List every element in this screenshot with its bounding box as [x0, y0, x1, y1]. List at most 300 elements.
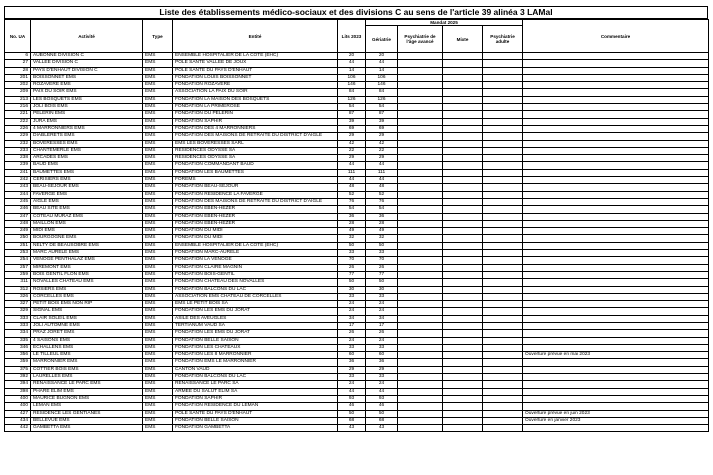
cell-lits-2023: 24 [338, 301, 366, 308]
cell-activite: BEAU-SEJOUR EMS [31, 184, 143, 191]
cell-psy-age-avance [398, 111, 443, 118]
cell-activite: LAURELLES EMS [31, 374, 143, 381]
cell-activite: NOVALLES CHATEAU EMS [31, 279, 143, 286]
cell-commentaire [523, 344, 709, 351]
table-row [5, 352, 709, 359]
cell-no-ua: 244 [5, 191, 31, 198]
cell-entite: EMS LES BOVERESSES SARL [173, 140, 338, 147]
col-header-geriatrie: Gériatrie [366, 26, 398, 53]
cell-type: EMS [143, 177, 173, 184]
cell-psy-adulte [483, 366, 523, 373]
cell-psy-adulte [483, 279, 523, 286]
cell-commentaire [523, 184, 709, 191]
cell-lits-2023: 28 [338, 220, 366, 227]
cell-lits-2023: 44 [338, 388, 366, 395]
cell-no-ua: 259 [5, 271, 31, 278]
cell-psy-adulte [483, 417, 523, 424]
cell-lits-2023: 111 [338, 169, 366, 176]
col-header-no-ua: No. UA [5, 20, 31, 53]
cell-psy-age-avance [398, 82, 443, 89]
cell-activite: JOLI AUTOMNE EMS [31, 322, 143, 329]
cell-mixte [443, 198, 483, 205]
cell-entite: FONDATION LES CHATEAUX [173, 344, 338, 351]
cell-lits-2023: 87 [338, 111, 366, 118]
cell-entite: FONDATION GAMBETTA [173, 425, 338, 432]
cell-psy-age-avance [398, 89, 443, 96]
cell-psy-age-avance [398, 162, 443, 169]
cell-psy-age-avance [398, 293, 443, 300]
cell-entite: FONDATION BEAU-SEJOUR [173, 184, 338, 191]
cell-entite: ASILE DES AVEUGLES [173, 315, 338, 322]
cell-type: EMS [143, 82, 173, 89]
cell-lits-2023: 29 [338, 133, 366, 140]
cell-entite: FONDATION BALCONS DU LAC [173, 286, 338, 293]
cell-activite: MIDI EMS [31, 228, 143, 235]
cell-entite: FONDATION DU PELERIN [173, 111, 338, 118]
cell-entite: EMS LE PETIT BOIS SA [173, 301, 338, 308]
table-row [5, 308, 709, 315]
cell-entite: FONDATION LA VENOGE [173, 257, 338, 264]
col-header-lits-2023: Lits 2023 [338, 20, 366, 53]
cell-commentaire [523, 301, 709, 308]
cell-psy-adulte [483, 133, 523, 140]
cell-psy-adulte [483, 228, 523, 235]
col-header-commentaire: Commentaire [523, 20, 709, 53]
cell-no-ua: 241 [5, 169, 31, 176]
cell-psy-age-avance [398, 286, 443, 293]
cell-no-ua: 434 [5, 417, 31, 424]
cell-entite: RENAISSANCE LE PARC SA [173, 381, 338, 388]
cell-psy-age-avance [398, 315, 443, 322]
cell-psy-adulte [483, 111, 523, 118]
cell-lits-2023: 46 [338, 403, 366, 410]
cell-psy-adulte [483, 425, 523, 432]
cell-lits-2023: 52 [338, 191, 366, 198]
cell-entite: FONDATION ROZAVERE [173, 82, 338, 89]
cell-entite: FONDATION LOUIS BOISSONNET [173, 74, 338, 81]
cell-lits-2023: 14 [338, 67, 366, 74]
cell-type: EMS [143, 133, 173, 140]
cell-mixte [443, 330, 483, 337]
cell-psy-adulte [483, 89, 523, 96]
cell-psy-age-avance [398, 381, 443, 388]
cell-geriatrie: 126 [366, 96, 398, 103]
table-row [5, 198, 709, 205]
cell-psy-adulte [483, 264, 523, 271]
cell-psy-adulte [483, 96, 523, 103]
cell-type: EMS [143, 352, 173, 359]
cell-entite: FONDATION RESIDENCE LA FAVERGE [173, 191, 338, 198]
cell-mixte [443, 293, 483, 300]
cell-mixte [443, 147, 483, 154]
cell-commentaire [523, 74, 709, 81]
cell-no-ua: 221 [5, 111, 31, 118]
cell-psy-age-avance [398, 425, 443, 432]
table-row [5, 286, 709, 293]
col-header-type: Type [143, 20, 173, 53]
cell-psy-age-avance [398, 403, 443, 410]
cell-psy-age-avance [398, 60, 443, 67]
table-row [5, 155, 709, 162]
cell-no-ua: 333 [5, 322, 31, 329]
cell-psy-adulte [483, 60, 523, 67]
cell-mixte [443, 213, 483, 220]
cell-activite: MARC AURELE EMS [31, 250, 143, 257]
cell-mixte [443, 388, 483, 395]
cell-psy-age-avance [398, 147, 443, 154]
cell-type: EMS [143, 220, 173, 227]
cell-entite: FONDATION BELLE SAISON [173, 417, 338, 424]
cell-activite: 4 MARRONNIERS EMS [31, 125, 143, 132]
cell-geriatrie: 39 [366, 118, 398, 125]
cell-no-ua: 356 [5, 352, 31, 359]
cell-activite: VALLEE DIVISION C [31, 60, 143, 67]
cell-activite: BAUMETTES EMS [31, 169, 143, 176]
cell-no-ua: 375 [5, 366, 31, 373]
cell-activite: 4 SAISONS EMS [31, 337, 143, 344]
cell-type: EMS [143, 322, 173, 329]
cell-entite: FONDATION LA PRIMEROSE [173, 104, 338, 111]
cell-type: EMS [143, 337, 173, 344]
cell-geriatrie: 33 [366, 293, 398, 300]
cell-psy-age-avance [398, 74, 443, 81]
cell-commentaire [523, 125, 709, 132]
cell-geriatrie: 54 [366, 206, 398, 213]
cell-commentaire [523, 264, 709, 271]
cell-activite: PAYS D'ENHAUT DIVISION C [31, 67, 143, 74]
cell-commentaire [523, 169, 709, 176]
cell-geriatrie: 26 [366, 330, 398, 337]
cell-type: EMS [143, 147, 173, 154]
cell-type: EMS [143, 403, 173, 410]
cell-commentaire [523, 381, 709, 388]
cell-lits-2023: 76 [338, 198, 366, 205]
cell-geriatrie: 29 [366, 133, 398, 140]
cell-no-ua: 233 [5, 147, 31, 154]
cell-psy-age-avance [398, 235, 443, 242]
cell-psy-adulte [483, 330, 523, 337]
table-row [5, 417, 709, 424]
cell-mixte [443, 381, 483, 388]
cell-type: EMS [143, 213, 173, 220]
cell-psy-adulte [483, 315, 523, 322]
cell-activite: RESIDENCE LES GENTIANES [31, 410, 143, 417]
cell-geriatrie: 87 [366, 111, 398, 118]
cell-commentaire [523, 315, 709, 322]
cell-lits-2023: 68 [338, 417, 366, 424]
cell-activite: AUBONNE DIVISION C [31, 53, 143, 60]
cell-geriatrie: 24 [366, 308, 398, 315]
table-row [5, 425, 709, 432]
cell-commentaire [523, 104, 709, 111]
col-header-psy-age-avance: Psychiatrie de l'âge avancé [398, 26, 443, 53]
cell-lits-2023: 22 [338, 147, 366, 154]
cell-no-ua: 226 [5, 125, 31, 132]
cell-mixte [443, 162, 483, 169]
cell-lits-2023: 48 [338, 184, 366, 191]
cell-psy-age-avance [398, 271, 443, 278]
cell-geriatrie: 28 [366, 220, 398, 227]
cell-entite: FONDATION LES EMS DU JORAT [173, 330, 338, 337]
cell-psy-adulte [483, 162, 523, 169]
cell-mixte [443, 352, 483, 359]
cell-geriatrie: 146 [366, 82, 398, 89]
cell-entite: FONDATION DU MIDI [173, 235, 338, 242]
cell-psy-adulte [483, 388, 523, 395]
col-header-entite: Entité [173, 20, 338, 53]
cell-entite: FONDATION EMS LE MARRONNIER [173, 359, 338, 366]
cell-psy-adulte [483, 104, 523, 111]
cell-lits-2023: 44 [338, 162, 366, 169]
cell-mixte [443, 308, 483, 315]
table-row [5, 162, 709, 169]
cell-geriatrie: 48 [366, 184, 398, 191]
cell-no-ua: 27 [5, 60, 31, 67]
cell-geriatrie: 29 [366, 155, 398, 162]
cell-psy-age-avance [398, 417, 443, 424]
cell-activite: MARRONNIER EMS [31, 359, 143, 366]
cell-mixte [443, 228, 483, 235]
cell-psy-age-avance [398, 308, 443, 315]
cell-lits-2023: 70 [338, 257, 366, 264]
cell-lits-2023: 30 [338, 286, 366, 293]
cell-commentaire [523, 322, 709, 329]
cell-commentaire [523, 279, 709, 286]
cell-type: EMS [143, 104, 173, 111]
cell-type: EMS [143, 169, 173, 176]
cell-psy-age-avance [398, 206, 443, 213]
cell-no-ua: 243 [5, 184, 31, 191]
cell-entite: FONDATION CHATEAU DES NOVALLES [173, 279, 338, 286]
cell-lits-2023: 32 [338, 235, 366, 242]
cell-no-ua: 334 [5, 330, 31, 337]
table-row [5, 322, 709, 329]
cell-geriatrie: 76 [366, 198, 398, 205]
cell-lits-2023: 44 [338, 60, 366, 67]
cell-entite: FONDATION COMMANDANT BAUD [173, 162, 338, 169]
cell-no-ua: 257 [5, 264, 31, 271]
cell-commentaire [523, 213, 709, 220]
cell-psy-adulte [483, 374, 523, 381]
cell-geriatrie: 17 [366, 322, 398, 329]
cell-type: EMS [143, 125, 173, 132]
cell-entite: FONDATION RESIDENCE DU LEMAN [173, 403, 338, 410]
table-row [5, 330, 709, 337]
cell-mixte [443, 155, 483, 162]
cell-psy-adulte [483, 118, 523, 125]
cell-psy-age-avance [398, 242, 443, 249]
cell-activite: CERISIERS EMS [31, 177, 143, 184]
cell-entite: FONDATION EBEN-HEZER [173, 206, 338, 213]
cell-psy-age-avance [398, 133, 443, 140]
table-row [5, 74, 709, 81]
cell-commentaire [523, 220, 709, 227]
spreadsheet [4, 6, 708, 432]
cell-commentaire [523, 228, 709, 235]
cell-no-ua: 346 [5, 344, 31, 351]
cell-lits-2023: 36 [338, 359, 366, 366]
cell-type: EMS [143, 184, 173, 191]
cell-no-ua: 209 [5, 89, 31, 96]
cell-lits-2023: 33 [338, 250, 366, 257]
table-row [5, 96, 709, 103]
cell-no-ua: 238 [5, 155, 31, 162]
table-row [5, 133, 709, 140]
table-row [5, 206, 709, 213]
cell-geriatrie: 33 [366, 250, 398, 257]
col-header-mandat-2025: Mandat 2025 [366, 20, 523, 26]
cell-mixte [443, 403, 483, 410]
cell-activite: DIABLERETS EMS [31, 133, 143, 140]
table-row [5, 344, 709, 351]
cell-no-ua: 254 [5, 257, 31, 264]
cell-psy-adulte [483, 410, 523, 417]
cell-lits-2023: 60 [338, 352, 366, 359]
cell-no-ua: 327 [5, 301, 31, 308]
cell-lits-2023: 44 [338, 177, 366, 184]
table-row [5, 147, 709, 154]
cell-lits-2023: 20 [338, 53, 366, 60]
cell-commentaire [523, 118, 709, 125]
cell-psy-age-avance [398, 191, 443, 198]
cell-mixte [443, 271, 483, 278]
cell-activite: PAIX DU SOIR EMS [31, 89, 143, 96]
cell-commentaire [523, 330, 709, 337]
cell-geriatrie: 33 [366, 344, 398, 351]
cell-commentaire [523, 388, 709, 395]
cell-psy-adulte [483, 250, 523, 257]
cell-activite: PETIT BOIS EMS NON RIP [31, 301, 143, 308]
cell-activite: PHARE ELIM EMS [31, 388, 143, 395]
cell-geriatrie: 29 [366, 366, 398, 373]
table-row [5, 293, 709, 300]
cell-mixte [443, 425, 483, 432]
cell-psy-age-avance [398, 366, 443, 373]
cell-lits-2023: 24 [338, 337, 366, 344]
table-row [5, 301, 709, 308]
cell-mixte [443, 125, 483, 132]
cell-lits-2023: 106 [338, 74, 366, 81]
cell-psy-adulte [483, 352, 523, 359]
cell-psy-adulte [483, 74, 523, 81]
cell-commentaire [523, 337, 709, 344]
cell-no-ua: 442 [5, 425, 31, 432]
cell-lits-2023: 17 [338, 322, 366, 329]
cell-psy-adulte [483, 395, 523, 402]
cell-lits-2023: 34 [338, 315, 366, 322]
cell-activite: LE TILLEUL EMS [31, 352, 143, 359]
cell-type: EMS [143, 330, 173, 337]
cell-activite: BAUD EMS [31, 162, 143, 169]
cell-mixte [443, 133, 483, 140]
cell-type: EMS [143, 286, 173, 293]
cell-activite: MAILLON EMS [31, 220, 143, 227]
cell-type: EMS [143, 395, 173, 402]
table-row [5, 264, 709, 271]
cell-mixte [443, 89, 483, 96]
cell-psy-adulte [483, 169, 523, 176]
table-body [5, 53, 709, 432]
cell-psy-age-avance [398, 330, 443, 337]
cell-commentaire [523, 242, 709, 249]
cell-commentaire [523, 235, 709, 242]
cell-lits-2023: 50 [338, 279, 366, 286]
cell-commentaire [523, 191, 709, 198]
cell-psy-age-avance [398, 125, 443, 132]
cell-activite: MIREMONT EMS [31, 264, 143, 271]
cell-mixte [443, 264, 483, 271]
cell-commentaire [523, 403, 709, 410]
cell-type: EMS [143, 155, 173, 162]
cell-psy-adulte [483, 140, 523, 147]
cell-psy-adulte [483, 293, 523, 300]
cell-psy-adulte [483, 67, 523, 74]
cell-no-ua: 247 [5, 213, 31, 220]
cell-lits-2023: 54 [338, 104, 366, 111]
cell-psy-age-avance [398, 67, 443, 74]
cell-commentaire [523, 162, 709, 169]
cell-no-ua: 213 [5, 96, 31, 103]
cell-entite: CANTON VAUD [173, 366, 338, 373]
cell-type: EMS [143, 381, 173, 388]
cell-psy-age-avance [398, 264, 443, 271]
cell-activite: PELERIN EMS [31, 111, 143, 118]
cell-mixte [443, 82, 483, 89]
cell-psy-adulte [483, 198, 523, 205]
table-row [5, 337, 709, 344]
col-header-psy-adulte: Psychiatrie adulte [483, 26, 523, 53]
cell-commentaire [523, 82, 709, 89]
cell-entite: FONDATION DES MAISONS DE RETRAITE DU DISTRICT D'AIGLE [173, 133, 338, 140]
cell-geriatrie: 68 [366, 417, 398, 424]
table-row [5, 279, 709, 286]
cell-entite: FONDATION DU MIDI [173, 228, 338, 235]
cell-geriatrie: 22 [366, 147, 398, 154]
cell-lits-2023: 43 [338, 425, 366, 432]
cell-type: EMS [143, 118, 173, 125]
cell-lits-2023: 24 [338, 308, 366, 315]
cell-geriatrie: 50 [366, 242, 398, 249]
cell-entite: FONDATION EBEN-HEZER [173, 220, 338, 227]
cell-entite: ARMEE DU SALUT ELIM SA [173, 388, 338, 395]
cell-psy-adulte [483, 191, 523, 198]
cell-psy-adulte [483, 242, 523, 249]
cell-activite: ROZAVERE EMS [31, 82, 143, 89]
cell-geriatrie: 50 [366, 410, 398, 417]
cell-geriatrie: 36 [366, 213, 398, 220]
cell-type: EMS [143, 315, 173, 322]
cell-psy-age-avance [398, 177, 443, 184]
cell-activite: SIGNAL EMS [31, 308, 143, 315]
cell-psy-adulte [483, 53, 523, 60]
cell-psy-age-avance [398, 220, 443, 227]
table-row [5, 235, 709, 242]
cell-psy-age-avance [398, 374, 443, 381]
cell-type: EMS [143, 206, 173, 213]
cell-lits-2023: 50 [338, 242, 366, 249]
cell-mixte [443, 410, 483, 417]
cell-no-ua: 246 [5, 206, 31, 213]
cell-psy-age-avance [398, 169, 443, 176]
cell-geriatrie: 44 [366, 60, 398, 67]
table-row [5, 53, 709, 60]
cell-type: EMS [143, 191, 173, 198]
cell-mixte [443, 191, 483, 198]
cell-entite: FONDATION BELLE SAISON [173, 337, 338, 344]
cell-commentaire [523, 286, 709, 293]
cell-entite: FONDATION DES MAISONS DE RETRAITE DU DISTRICT D'AIGLE [173, 198, 338, 205]
cell-no-ua: 222 [5, 118, 31, 125]
